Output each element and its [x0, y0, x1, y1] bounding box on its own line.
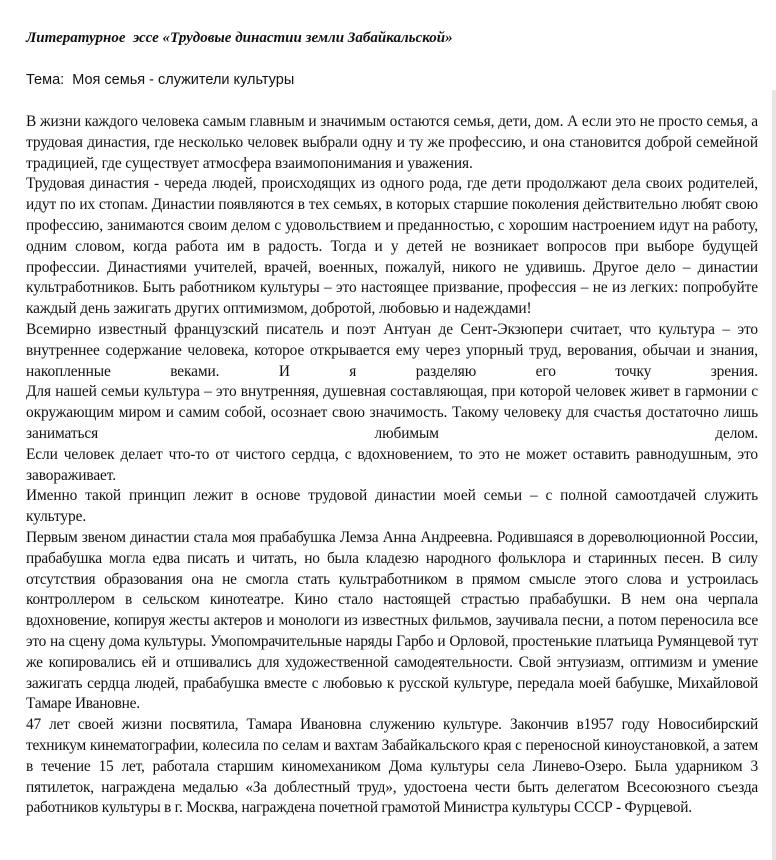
essay-body — [26, 112, 758, 819]
paragraph-from-heart: Если человек делает что-то от чистого сердца, с вдохновением, то это не может оставить равнодушным, это завораживает. — [26, 445, 758, 484]
paragraph-principle: Именно такой принцип лежит в основе трудовой династии моей семьи – с полной самоотдачей служить культуре. — [26, 487, 758, 526]
paragraph-exupery-quote: Всемирно известный французский писатель и поэт Антуан де Сент-Экзюпери считает, что культура – это внутреннее содержание человека, которое открывается ему через упорный труд, верования, обычаи и знания, накопленные веками. И я разделяю его точку зрения. — [26, 320, 758, 380]
paragraph-grandmother: 47 лет своей жизни посвятила, Тамара Ивановна служению культуре. Закончив в1957 году Новосибирский техникум кинематографии, колесила по селам и вахтам Забайкальского края с переносной киноустановкой, а затем в течение 15 лет, работала старшим киномехаником Дома культуры села Линево-Озеро. Была ударником 3 пятилеток, награждена медалью «За доблестный труд», удостоена чести быть делегатом Всесоюзного съезда работников культуры в г. Москва, награждена почетной грамотой Министра культуры СССР - Фурцевой. — [26, 716, 758, 817]
essay-title: Литературное эссе «Трудовые династии земли Забайкальской» — [26, 30, 453, 46]
paragraph-intro: В жизни каждого человека самым главным и значимым остаются семья, дети, дом. А если это не просто семья, а трудовая династия, где несколько человек выбрали одну и ту же профессию, и она становится доброй семейной традицией, где существует атмосфера взаимопонимания и уважения. — [26, 113, 758, 172]
document-page — [26, 28, 758, 819]
paragraph-dynasty-definition: Трудовая династия - череда людей, происходящих из одного рода, где дети продолжают дела своих родителей, идут по их стопам. Династии появляются в тех семьях, в которых старшие поколения действительно любят свою профессию, занимаются своим делом с удовольствием и преданностью, с хорошим настроением идут на работу, одним словом, когда работа им в радость. Тогда и у детей не возникает вопросов при выборе будущей профессии. Династиями учителей, врачей, военных, пожалуй, никого не удивишь. Другое дело – династии культработников. Быть работником культуры – это настоящее призвание, профессия – не из легких: попробуйте каждый день зажигать других оптимизмом, добротой, любовью и надеждами! — [26, 175, 758, 318]
page-edge-shadow — [772, 90, 776, 860]
essay-topic: Тема: Моя семья - служители культуры — [26, 72, 295, 88]
paragraph-family-culture: Для нашей семьи культура – это внутренняя, душевная составляющая, при которой человек живет в гармонии с окружающим миром и самим собой, осознает свою значимость. Такому человеку для счастья достаточно лишь заниматься любимым делом. — [26, 383, 758, 442]
paragraph-great-grandmother: Первым звеном династии стала моя прабабушка Лемза Анна Андреевна. Родившаяся в дореволюционной России, прабабушка могла едва писать и читать, но была кладезю народного фольклора и старинных песен. В силу отсутствия образования она не смогла стать культработником в прямом смысле этого слова и устроилась контроллером в сельском кинотеатре. Кино стало настоящей страстью прабабушки. В нем она черпала вдохновение, копируя жесты актеров и монологи из известных фильмов, заучивала песни, а потом переносила все это на сцену дома культуры. Умопомрачительные наряды Гарбо и Орловой, простенькие платьица Румянцевой тут же копировались ей и отшивались для художественной самодеятельности. Свой энтузиазм, оптимизм и умение зажигать сердца людей, прабабушка вместе с любовью к русской культуре, передала моей бабушке, Михайловой Тамаре Ивановне. — [26, 528, 758, 713]
